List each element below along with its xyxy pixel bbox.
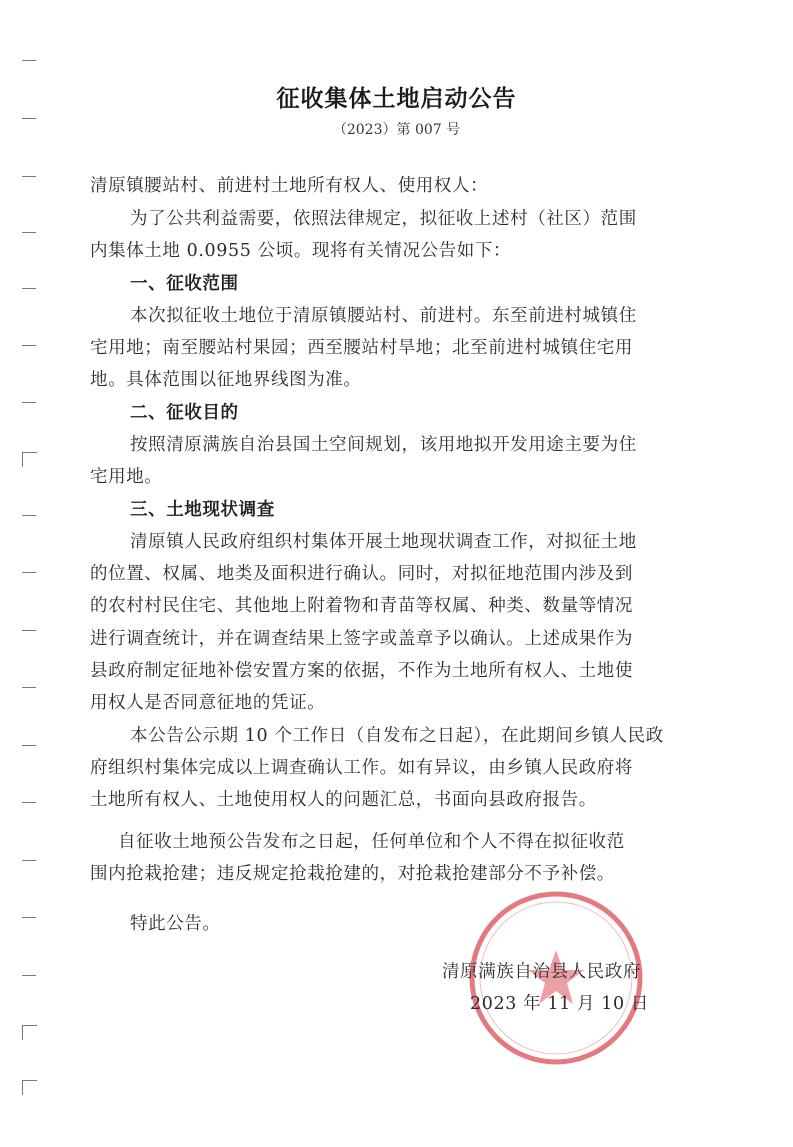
issue-date: 2023 年 11 月 10 日 [470,994,649,1014]
document-number: （2023）第 007 号 [332,122,461,138]
binding-mark [22,176,36,187]
body-line: 宅用地。 [90,467,163,487]
binding-mark [22,630,36,641]
notice-title: 征收集体土地启动公告 [276,85,517,112]
binding-mark [22,917,36,928]
body-line: 为了公共利益需要，依照法律规定，拟征收上述村（社区）范围 [130,209,637,229]
body-line: 进行调查统计，并在调查结果上签字或盖章予以确认。上述成果作为 [90,629,633,649]
binding-marks [22,60,42,1120]
binding-mark [22,345,36,356]
issuing-authority: 清原满族自治县人民政府 [442,962,642,982]
body-line: 地。具体范围以征地界线图为准。 [90,370,362,390]
binding-mark [22,572,36,583]
body-line: 的位置、权属、地类及面积进行确认。同时，对拟征地范围内涉及到 [90,564,633,584]
binding-mark [22,60,36,71]
section-heading-scope: 一、征收范围 [130,274,239,294]
binding-mark [22,232,36,243]
body-line: 内集体土地 0.0955 公顷。现将有关情况公告如下： [90,241,512,261]
body-line: 府组织村集体完成以上调查确认工作。如有异议，由乡镇人民政府将 [90,758,633,778]
binding-mark [22,1080,37,1095]
binding-mark [22,802,36,813]
section-heading-purpose: 二、征收目的 [130,403,239,423]
binding-mark [22,687,36,698]
addressee: 清原镇腰站村、前进村土地所有权人、使用权人： [90,176,489,196]
binding-mark [22,452,37,467]
body-line: 县政府制定征地补偿安置方案的依据，不作为土地所有权人、土地使 [90,661,633,681]
body-line: 本公告公示期 10 个工作日（自发布之日起），在此期间乡镇人民政 [130,726,664,746]
body-line: 土地所有权人、土地使用权人的问题汇总，书面向县政府报告。 [90,790,597,810]
binding-mark [22,288,36,299]
closing-phrase: 特此公告。 [130,914,221,934]
binding-mark [22,975,36,986]
section-heading-survey: 三、土地现状调查 [130,500,275,520]
body-line: 的农村村民住宅、其他地上附着物和青苗等权属、种类、数量等情况 [90,596,633,616]
binding-mark [22,402,36,413]
binding-mark [22,860,36,871]
binding-mark [22,515,36,526]
body-line: 围内抢栽抢建；违反规定抢栽抢建的，对抢栽抢建部分不予补偿。 [90,864,615,884]
binding-mark [22,1025,37,1040]
body-line: 用权人是否同意征地的凭证。 [90,693,326,713]
body-line: 自征收土地预公告发布之日起，任何单位和个人不得在拟征收范 [118,832,625,852]
body-line: 宅用地；南至腰站村果园；西至腰站村旱地；北至前进村城镇住宅用 [90,338,633,358]
binding-mark [22,745,36,756]
body-line: 按照清原满族自治县国土空间规划，该用地拟开发用途主要为住 [130,435,637,455]
body-line: 本次拟征收土地位于清原镇腰站村、前进村。东至前进村城镇住 [130,306,637,326]
body-line: 清原镇人民政府组织村集体开展土地现状调查工作，对拟征土地 [130,532,637,552]
